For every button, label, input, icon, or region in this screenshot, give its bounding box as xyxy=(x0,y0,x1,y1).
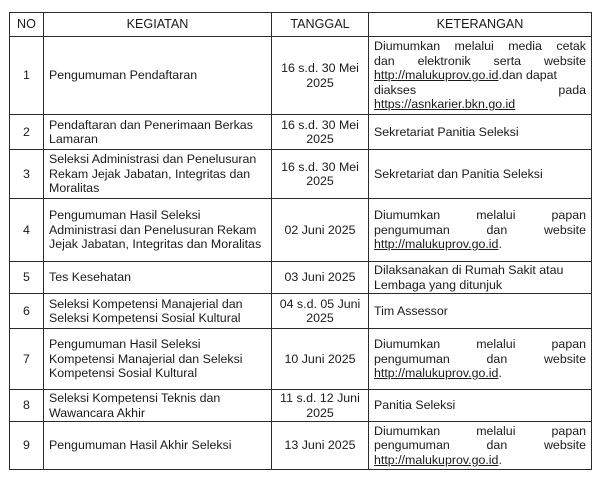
note-cell: Sekretariat dan Panitia Seleksi xyxy=(369,150,592,199)
table-row xyxy=(10,199,592,262)
row-number: 3 xyxy=(10,150,44,199)
header-no: NO xyxy=(10,13,44,37)
note-text: . xyxy=(498,452,502,467)
note-line xyxy=(374,68,586,82)
note-cell: Panitia Seleksi xyxy=(369,390,592,422)
header-keterangan: KETERANGAN xyxy=(369,13,592,37)
row-number: 6 xyxy=(10,294,44,329)
note-cell xyxy=(369,422,592,470)
malukuprov-link[interactable]: http://malukuprov.go.id xyxy=(374,366,499,381)
header-kegiatan: KEGIATAN xyxy=(44,13,272,37)
note-cell: Tim Assessor xyxy=(369,294,592,329)
note-line: dan elektronik serta website xyxy=(374,53,586,68)
malukuprov-link[interactable]: http://malukuprov.go.id xyxy=(374,452,499,467)
table-row xyxy=(10,390,592,422)
date-cell: 11 s.d. 12 Juni 2025 xyxy=(272,390,369,422)
date-cell: 04 s.d. 05 Juni 2025 xyxy=(272,294,369,329)
note-line xyxy=(374,237,586,251)
date-cell: 03 Juni 2025 xyxy=(272,262,369,294)
row-number: 4 xyxy=(10,199,44,262)
note-line xyxy=(374,366,586,380)
table-row xyxy=(10,329,592,390)
note-line: Diumumkan melalui media cetak xyxy=(374,39,586,54)
note-text: . xyxy=(498,366,502,381)
malukuprov-link[interactable]: http://malukuprov.go.id xyxy=(374,237,499,252)
note-line: Diumumkan melalui papan xyxy=(374,337,586,352)
activity-cell: Pengumuman Hasil Seleksi Kompetensi Manajerial dan Seleksi Kompetensi Sosial Kultural xyxy=(44,329,272,390)
note-line xyxy=(374,453,586,467)
note-line: Diumumkan melalui papan xyxy=(374,423,586,438)
row-number: 5 xyxy=(10,262,44,294)
note-cell xyxy=(369,37,592,115)
note-text: .dan dapat xyxy=(498,68,558,83)
note-line xyxy=(374,97,586,111)
note-line: Diumumkan melalui papan xyxy=(374,208,586,223)
table-row xyxy=(10,37,592,115)
activity-cell: Pengumuman Pendaftaran xyxy=(44,37,272,115)
note-line: pengumuman dan website xyxy=(374,438,586,453)
date-cell: 16 s.d. 30 Mei 2025 xyxy=(272,115,369,150)
date-cell: 16 s.d. 30 Mei 2025 xyxy=(272,150,369,199)
activity-cell: Seleksi Kompetensi Teknis dan Wawancara Akhir xyxy=(44,390,272,422)
table-row xyxy=(10,294,592,329)
note-line: diakses pada xyxy=(374,82,586,97)
activity-cell: Pengumuman Hasil Akhir Seleksi xyxy=(44,422,272,470)
activity-cell: Pendaftaran dan Penerimaan Berkas Lamaran xyxy=(44,115,272,150)
malukuprov-link[interactable]: http://malukuprov.go.id xyxy=(374,68,499,83)
date-cell: 10 Juni 2025 xyxy=(272,329,369,390)
table-row xyxy=(10,115,592,150)
note-cell xyxy=(369,329,592,390)
activity-cell: Tes Kesehatan xyxy=(44,262,272,294)
row-number: 1 xyxy=(10,37,44,115)
note-cell xyxy=(369,199,592,262)
table-row xyxy=(10,422,592,470)
activity-cell: Seleksi Kompetensi Manajerial dan Seleksi Kompetensi Sosial Kultural xyxy=(44,294,272,329)
header-tanggal: TANGGAL xyxy=(272,13,369,37)
row-number: 8 xyxy=(10,390,44,422)
date-cell: 16 s.d. 30 Mei 2025 xyxy=(272,37,369,115)
asnkarier-link[interactable]: https://asnkarier.bkn.go.id xyxy=(374,97,516,112)
note-text: . xyxy=(498,237,502,252)
date-cell: 02 Juni 2025 xyxy=(272,199,369,262)
selection-schedule-table xyxy=(9,12,592,470)
row-number: 9 xyxy=(10,422,44,470)
activity-cell: Seleksi Administrasi dan Penelusuran Rekam Jejak Jabatan, Integritas dan Moralitas xyxy=(44,150,272,199)
note-cell: Sekretariat Panitia Seleksi xyxy=(369,115,592,150)
table-row xyxy=(10,150,592,199)
date-cell: 13 Juni 2025 xyxy=(272,422,369,470)
row-number: 7 xyxy=(10,329,44,390)
activity-cell: Pengumuman Hasil Seleksi Administrasi dan Penelusuran Rekam Jejak Jabatan, Integritas dan Moralitas xyxy=(44,199,272,262)
note-cell: Dilaksanakan di Rumah Sakit atau Lembaga yang ditunjuk xyxy=(369,262,592,294)
table-row xyxy=(10,262,592,294)
table-header-row xyxy=(10,13,592,37)
note-line: pengumuman dan website xyxy=(374,222,586,237)
note-line: pengumuman dan website xyxy=(374,351,586,366)
row-number: 2 xyxy=(10,115,44,150)
